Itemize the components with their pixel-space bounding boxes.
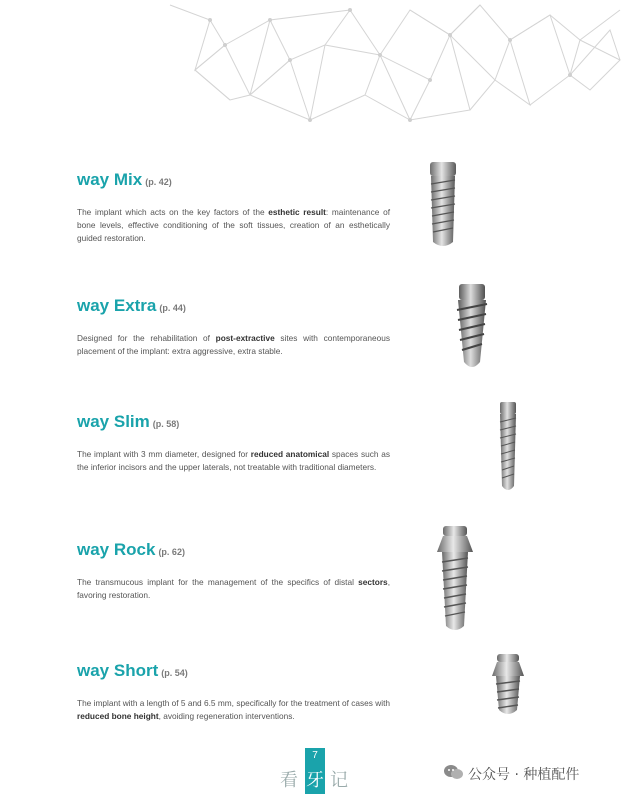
logo-char: 记: [330, 770, 348, 791]
watermark-text: 公众号 · 种植配件: [468, 767, 580, 783]
polygon-network-decoration: [150, 0, 629, 150]
page-reference: (p. 54): [161, 668, 188, 678]
way-slim-implant-image: [495, 402, 521, 494]
product-description: The implant which acts on the key factors of the esthetic result: maintenance of bone levels, effective conditioning of the soft tissues, creation of an esthetically guided restoration.: [77, 207, 390, 244]
way-mix-implant-image: [424, 162, 462, 250]
section-way-slim: [77, 412, 390, 474]
page-reference: (p. 42): [145, 177, 172, 187]
footer-logo: [278, 748, 352, 794]
page-number-box: [305, 748, 325, 794]
page-reference: (p. 44): [159, 303, 186, 313]
logo-char: 看: [280, 770, 298, 791]
section-way-mix: [77, 170, 390, 246]
way-extra-implant-image: [452, 284, 492, 372]
product-title: way Extra (p. 44): [77, 296, 186, 315]
product-title: way Rock (p. 62): [77, 540, 185, 559]
page-reference: (p. 58): [152, 419, 180, 429]
section-way-short: [77, 661, 390, 723]
product-title: way Slim (p. 58): [77, 412, 180, 431]
product-description: The implant with 3 mm diameter, designed for reduced anatomical spaces such as the inferior incisors and the upper laterals, not treatable with traditional diameters.: [77, 449, 390, 473]
way-rock-implant-image: [434, 526, 476, 634]
way-short-implant-image: [488, 654, 528, 718]
product-title: way Short (p. 54): [77, 661, 188, 680]
product-description: The implant with a length of 5 and 6.5 mm, specifically for the treatment of cases with reduced bone height, avoiding regeneration interventions.: [77, 698, 390, 722]
page-reference: (p. 62): [158, 547, 185, 557]
product-description: The transmucous implant for the management of the specifics of distal sectors, favoring restoration.: [77, 577, 390, 601]
wechat-icon: [444, 764, 464, 780]
logo-char: 牙: [306, 770, 324, 791]
product-title: way Mix (p. 42): [77, 170, 172, 189]
section-way-rock: [77, 540, 390, 602]
product-description: Designed for the rehabilitation of post-extractive sites with contemporaneous placement of the implant: extra aggressive, extra stable.: [77, 333, 390, 357]
section-way-extra: [77, 296, 390, 358]
page-number: 7: [312, 750, 318, 761]
